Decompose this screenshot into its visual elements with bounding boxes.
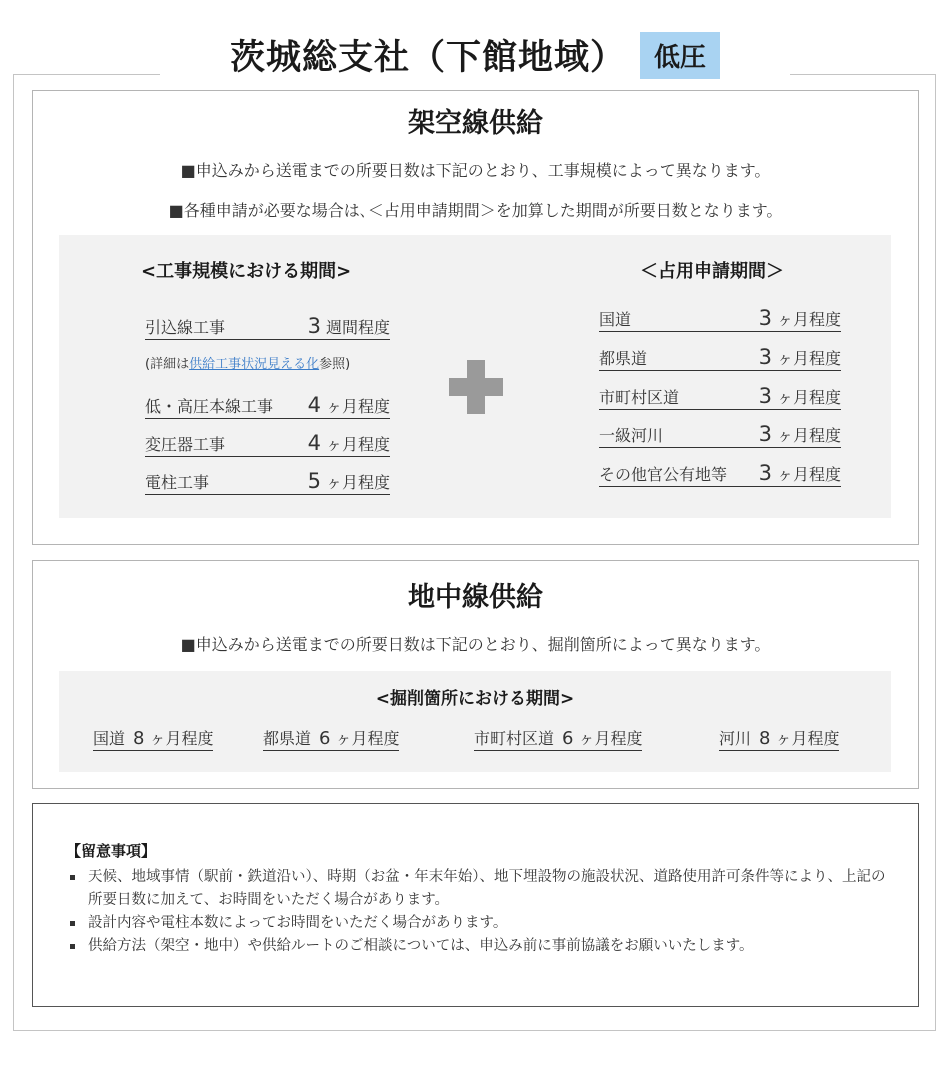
notes-title: 【留意事項】: [66, 842, 157, 860]
period-unit: ヶ月程度: [325, 473, 390, 492]
occupancy-row: [599, 384, 841, 410]
period-unit: ヶ月程度: [325, 435, 390, 454]
pole-work-row: [145, 469, 390, 495]
period-unit: ヶ月程度: [776, 426, 841, 445]
occupancy-item-name: その他官公有地等: [599, 465, 728, 484]
occupancy-row: [599, 461, 841, 487]
page-title-text: 茨城総支社（下館地域）: [229, 38, 626, 78]
plus-icon: [449, 360, 503, 414]
occupancy-item-name: 都県道: [599, 349, 648, 368]
occupancy-row: [599, 345, 841, 371]
occupancy-item-name: 市町村区道: [599, 388, 680, 407]
period-unit: ヶ月程度: [776, 349, 841, 368]
note-item: 供給方法（架空・地中）や供給ルートのご相談については、申込み前に事前協議をお願いいたします。: [68, 935, 898, 958]
supply-work-status-link[interactable]: 供給工事状況見える化: [189, 357, 320, 372]
period-value: 3: [758, 306, 772, 330]
period-unit: ヶ月程度: [325, 397, 390, 416]
overhead-note-2: ■各種申請が必要な場合は､＜占用申請期間＞を加算した期間が所要日数となります。: [168, 201, 783, 220]
period-item-name: 低・高圧本線工事: [145, 397, 274, 416]
occupancy-row: [599, 306, 841, 332]
overhead-note-1: ■申込みから送電までの所要日数は下記のとおり、工事規模によって異なります。: [180, 161, 771, 180]
occupancy-row: [599, 422, 841, 448]
occupancy-period-heading: ＜占用申請期間＞: [640, 261, 784, 282]
occupancy-item-name: 国道: [599, 310, 632, 329]
period-unit: 週間程度: [325, 318, 390, 337]
lead-in-line-work-row: [145, 314, 390, 340]
excavation-period-heading: <掘削箇所における期間>: [375, 689, 575, 709]
note-item: 天候、地域事情（駅前・鉄道沿い）、時期（お盆・年末年始）、地下埋設物の施設状況、道路使用許可条件等により、上記の所要日数に加えて、お時間をいただく場合があります。: [68, 866, 898, 912]
period-unit: ヶ月程度: [776, 388, 841, 407]
period-value: 3: [307, 314, 321, 338]
main-line-work-row: [145, 393, 390, 419]
period-value: 5: [307, 469, 321, 493]
excavation-item: 市町村区道 6 ヶ月程度: [474, 728, 643, 749]
period-value: 3: [758, 384, 772, 408]
voltage-badge: 低圧: [640, 32, 720, 79]
period-item-name: 引込線工事: [145, 318, 226, 337]
construction-scale-heading: <工事規模における期間>: [141, 261, 352, 282]
underground-note: ■申込みから送電までの所要日数は下記のとおり、掘削箇所によって異なります。: [180, 635, 771, 654]
underground-section-title: 地中線供給: [408, 582, 543, 613]
period-unit: ヶ月程度: [776, 310, 841, 329]
period-unit: ヶ月程度: [776, 465, 841, 484]
period-value: 3: [758, 461, 772, 485]
occupancy-item-name: 一級河川: [599, 426, 664, 445]
excavation-item: 国道 8 ヶ月程度: [93, 728, 214, 749]
period-item-name: 電柱工事: [145, 473, 210, 492]
transformer-work-row: [145, 431, 390, 457]
notes-list: [68, 866, 898, 958]
detail-reference-note: (詳細は供給工事状況見える化参照): [145, 357, 351, 372]
excavation-item: 河川 8 ヶ月程度: [719, 728, 840, 749]
period-value: 4: [307, 431, 321, 455]
period-value: 3: [758, 345, 772, 369]
page-title: [0, 30, 950, 80]
overhead-section-title: 架空線供給: [408, 108, 543, 139]
note-item: 設計内容や電柱本数によってお時間をいただく場合があります。: [68, 912, 898, 935]
excavation-item: 都県道 6 ヶ月程度: [263, 728, 400, 749]
period-value: 3: [758, 422, 772, 446]
period-item-name: 変圧器工事: [145, 435, 226, 454]
period-value: 4: [307, 393, 321, 417]
